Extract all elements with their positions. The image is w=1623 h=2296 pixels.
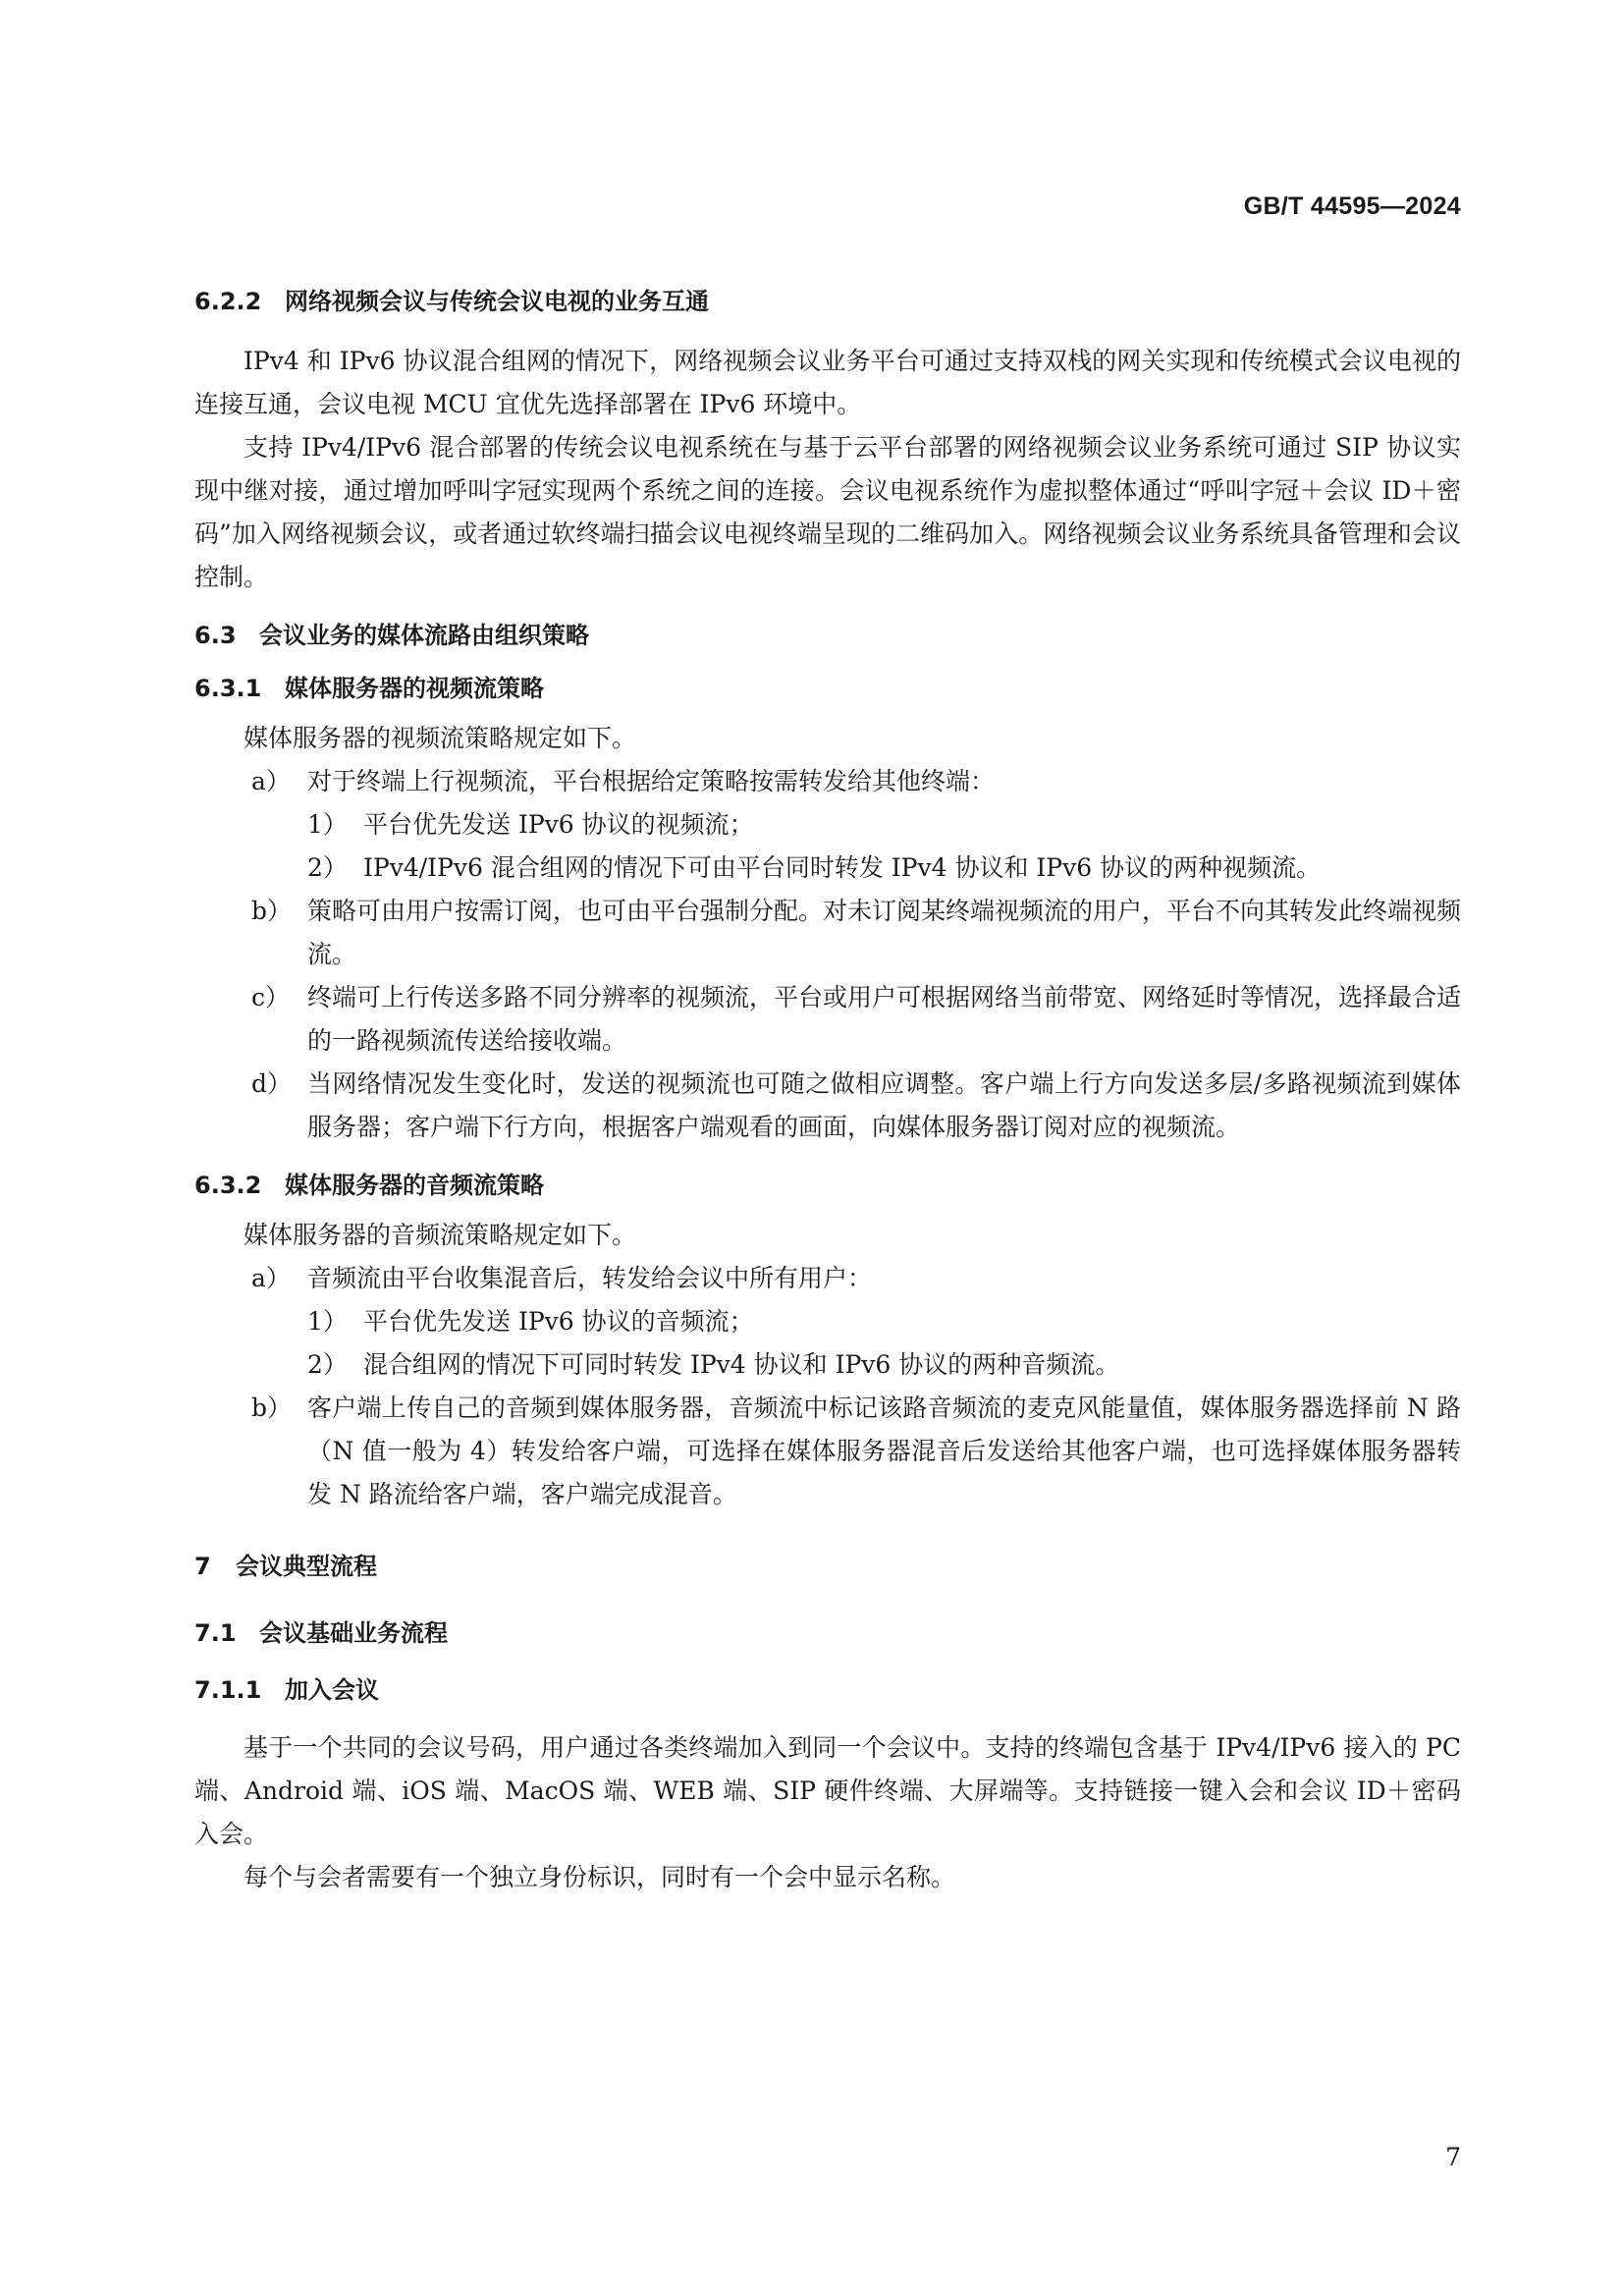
section-number: 7.1.1 [194, 1676, 262, 1704]
section-number: 7.1 [194, 1619, 237, 1647]
paragraph: 媒体服务器的视频流策略规定如下。 [243, 724, 637, 752]
paragraph: 基于一个共同的会议号码，用户通过各类终端加入到同一个会议中。支持的终端包含基于 IPv4/IPv6 接入的 PC 端、Android 端、iOS 端、MacOS 端、WEB 端、SIP 硬件终端、大屏端等。支持链接一键入会和会议 ID＋密码入会。 [194, 1733, 1461, 1848]
section-title: 媒体服务器的音频流策略 [285, 1172, 544, 1199]
list-item [194, 890, 1461, 976]
list-item [194, 760, 1461, 803]
section-heading-6-2-2 [194, 285, 1461, 318]
section-title: 会议业务的媒体流路由组织策略 [259, 622, 589, 649]
list-item-text: 终端可上行传送多路不同分辨率的视频流，平台或用户可根据网络当前带宽、网络延时等情况，选择最合适的一路视频流传送给接收端。 [307, 983, 1462, 1055]
section-title: 会议典型流程 [236, 1553, 377, 1580]
section-heading-6-3-2 [194, 1169, 1461, 1202]
list-marker: 1） [307, 810, 348, 839]
list-item-text: 音频流由平台收集混音后，转发给会议中所有用户： [307, 1264, 873, 1292]
section-heading-7-1 [194, 1616, 1461, 1650]
section-number: 6.3.2 [194, 1172, 262, 1199]
section-heading-6-3-1 [194, 672, 1461, 705]
sub-list-item [194, 1300, 1461, 1343]
paragraph: 支持 IPv4/IPv6 混合部署的传统会议电视系统在与基于云平台部署的网络视频会议业务系统可通过 SIP 协议实现中继对接，通过增加呼叫字冠实现两个系统之间的连接。会议电视系统作为虚拟整体通过“呼叫字冠＋会议 ID＋密码”加入网络视频会议，或者通过软终端扫描会议电视终端呈现的二维码加入。网络视频会议业务系统具备管理和会议控制。 [194, 433, 1461, 591]
list-marker: b） [251, 897, 293, 925]
list-item-text: 当网络情况发生变化时，发送的视频流也可随之做相应调整。客户端上行方向发送多层/多路视频流到媒体服务器；客户端下行方向，根据客户端观看的画面，向媒体服务器订阅对应的视频流。 [307, 1069, 1461, 1141]
section-heading-7-1-1 [194, 1673, 1461, 1707]
list-marker: a） [251, 1264, 291, 1292]
list-item-text: IPv4/IPv6 混合组网的情况下可由平台同时转发 IPv4 协议和 IPv6 协议的两种视频流。 [363, 853, 1322, 882]
list-item [194, 976, 1461, 1063]
section-number: 6.3 [194, 622, 237, 649]
section-heading-6-3 [194, 619, 1461, 652]
paragraph: IPv4 和 IPv6 协议混合组网的情况下，网络视频会议业务平台可通过支持双栈的网关实现和传统模式会议电视的连接互通，会议电视 MCU 宜优先选择部署在 IPv6 环境中。 [194, 347, 1461, 418]
list-item [194, 1063, 1461, 1149]
list-marker: d） [251, 1069, 293, 1098]
list-item-text: 对于终端上行视频流，平台根据给定策略按需转发给其他终端： [307, 767, 996, 795]
paragraph: 媒体服务器的音频流策略规定如下。 [243, 1221, 637, 1249]
section-number: 6.2.2 [194, 288, 262, 315]
list-marker: c） [251, 983, 291, 1011]
list-marker: b） [251, 1394, 293, 1422]
list-marker: 2） [307, 853, 348, 882]
section-title: 加入会议 [285, 1676, 379, 1704]
paragraph: 每个与会者需要有一个独立身份标识，同时有一个会中显示名称。 [243, 1863, 956, 1891]
list-marker: 1） [307, 1307, 348, 1336]
page-number: 7 [1445, 2143, 1461, 2171]
list-item [194, 1387, 1461, 1516]
list-item-text: 平台优先发送 IPv6 协议的视频流； [363, 810, 754, 839]
list-item-text: 平台优先发送 IPv6 协议的音频流； [363, 1307, 754, 1336]
section-number: 7 [194, 1553, 211, 1580]
list-item-text: 混合组网的情况下可同时转发 IPv4 协议和 IPv6 协议的两种音频流。 [363, 1350, 1120, 1379]
page-content [194, 285, 1461, 1899]
list-item-text: 策略可由用户按需订阅，也可由平台强制分配。对未订阅某终端视频流的用户，平台不向其转发此终端视频流。 [307, 897, 1462, 968]
section-number: 6.3.1 [194, 675, 262, 702]
section-title: 网络视频会议与传统会议电视的业务互通 [285, 288, 709, 315]
sub-list-item [194, 847, 1461, 890]
list-item [194, 1257, 1461, 1300]
section-title: 媒体服务器的视频流策略 [285, 675, 544, 702]
sub-list-item [194, 803, 1461, 847]
list-marker: a） [251, 767, 291, 795]
section-title: 会议基础业务流程 [259, 1619, 448, 1647]
document-id: GB/T 44595—2024 [1243, 192, 1461, 220]
sub-list-item [194, 1343, 1461, 1387]
list-item-text: 客户端上传自己的音频到媒体服务器，音频流中标记该路音频流的麦克风能量值，媒体服务器选择前 N 路（N 值一般为 4）转发给客户端，可选择在媒体服务器混音后发送给其他客户端，也可选择媒体服务器转发 N 路流给客户端，客户端完成混音。 [307, 1394, 1461, 1508]
list-marker: 2） [307, 1350, 348, 1379]
section-heading-7 [194, 1550, 1461, 1583]
